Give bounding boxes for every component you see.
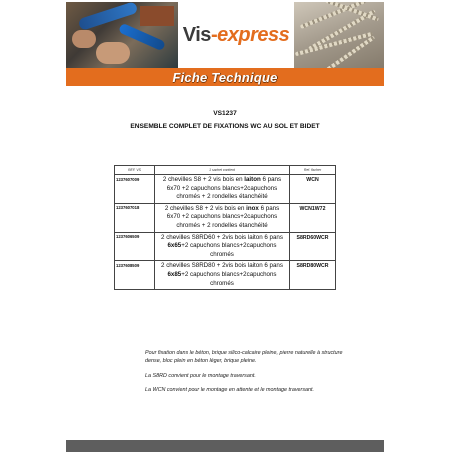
fischer-ref-cell: S8RD80WCR xyxy=(290,261,336,290)
table-row xyxy=(115,261,336,290)
logo-suffix: express xyxy=(217,23,290,46)
table-row xyxy=(115,203,336,232)
hand-shape xyxy=(96,42,130,64)
toolbox-shape xyxy=(140,6,174,26)
ref-cell: 1237607018 xyxy=(115,203,155,232)
logo-dash: - xyxy=(210,23,218,46)
note-wcn: La WCN convient pour le montage en attente et le montage traversant. xyxy=(145,387,315,393)
fischer-ref-cell: S8RD60WCR xyxy=(290,232,336,261)
banner-text: Fiche Technique xyxy=(172,69,278,85)
note-usage: Pour fixation dans le béton, brique silico-calcaire pleine, pierre naturelle à structure dense, bloc plein en béton léger, brique pleine. xyxy=(145,350,343,364)
ref-cell: 1237607009 xyxy=(115,175,155,204)
footer-bar xyxy=(66,440,384,452)
header-contents: 1 sachet contient xyxy=(155,166,290,175)
product-reference: VS1237 xyxy=(213,110,237,117)
description-cell: 2 chevilles S8 + 2 vis bois en laiton 6 pans 6x70 +2 capuchons blancs+2capuchons chromés + 2 rondelles étanchéité xyxy=(155,175,290,204)
header-ref-fischer: Ref. fischer xyxy=(290,166,336,175)
product-title: ENSEMBLE COMPLET DE FIXATIONS WC AU SOL ET BIDET xyxy=(130,123,320,130)
ref-cell: 1237606509 xyxy=(115,232,155,261)
screw-shape xyxy=(300,2,366,29)
table-row xyxy=(115,232,336,261)
fiche-technique-banner xyxy=(66,68,384,86)
fischer-ref-cell: WCN1W72 xyxy=(290,203,336,232)
header-ref-vs: REF. VS xyxy=(115,166,155,175)
page-header xyxy=(66,2,384,68)
vis-express-logo xyxy=(183,24,289,47)
product-table xyxy=(114,165,336,290)
tools-photo xyxy=(66,2,178,68)
ref-cell: 1237608509 xyxy=(115,261,155,290)
description-cell: 2 chevilles S8 + 2 vis bois en inox 6 pans 6x70 +2 capuchons blancs+2capuchons chromés + 2 rondelles étanchéité xyxy=(155,203,290,232)
note-s8rd: La S8RD convient pour le montage traversant. xyxy=(145,373,256,379)
fischer-ref-cell: WCN xyxy=(290,175,336,204)
table-row xyxy=(115,175,336,204)
logo-brand: Vis xyxy=(182,23,211,46)
description-cell: 2 chevilles S8RD80 + 2vis bois laiton 6 pans 6x85+2 capuchons blancs+2capuchons chromés xyxy=(155,261,290,290)
description-cell: 2 chevilles S8RD60 + 2vis bois laiton 6 pans 6x65+2 capuchons blancs+2capuchons chromés xyxy=(155,232,290,261)
screws-photo xyxy=(294,2,384,68)
table-header-row xyxy=(115,166,336,175)
hand-shape-2 xyxy=(72,30,96,48)
logo-area xyxy=(178,2,294,68)
